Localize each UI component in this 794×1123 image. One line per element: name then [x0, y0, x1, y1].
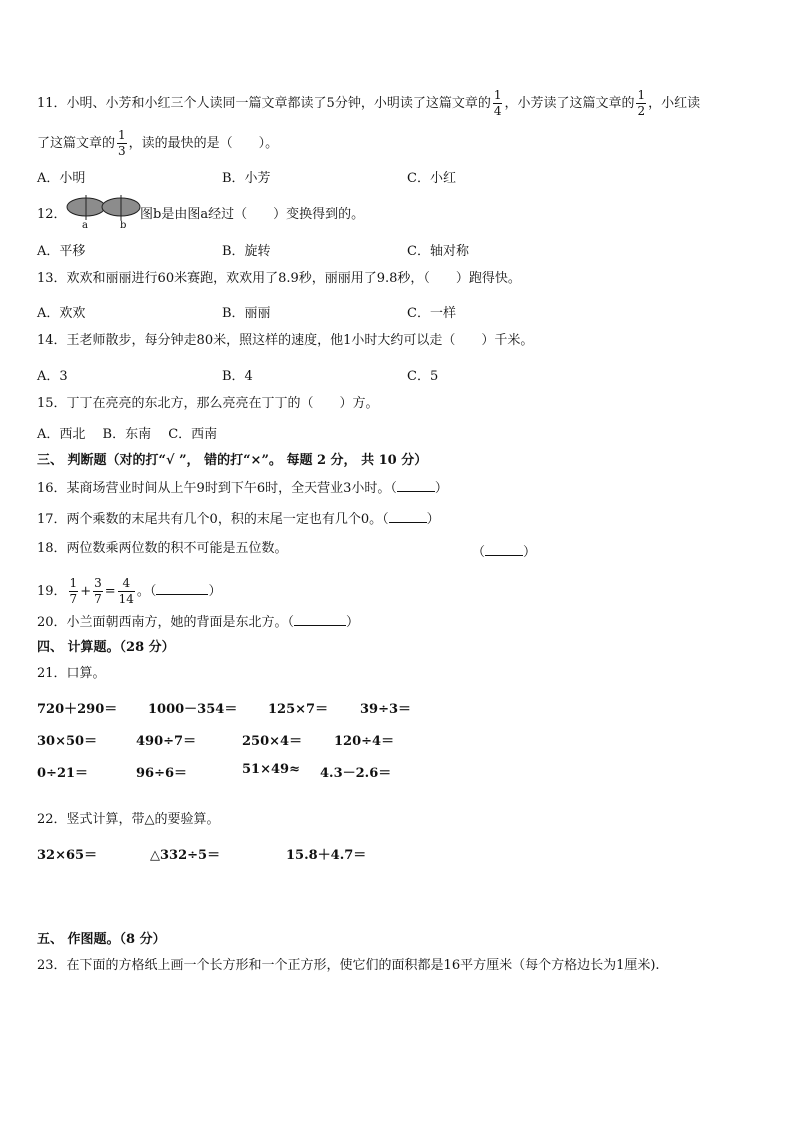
q23-text: 23．在下面的方格纸上画一个长方形和一个正方形，使它们的面积都是16平方厘米（每个方格边长为1厘米). — [37, 958, 660, 973]
section-3-heading: 三、 判断题（对的打“√ ”， 错的打“×”。 每题 2 分， 共 10 分） — [37, 453, 428, 468]
q11-option-b: B．小芳 — [222, 171, 271, 186]
fraction-denominator: 14 — [118, 592, 134, 606]
q21-item: 51×49≈ — [242, 762, 300, 777]
question-16 — [37, 479, 448, 497]
q11-fraction-2 — [636, 88, 646, 119]
q17-text: 17．两个乘数的末尾共有几个0，积的末尾一定也有几个0。（ — [37, 512, 389, 527]
fraction-denominator: 3 — [118, 144, 126, 158]
q15-options: A．西北 B．东南 C．西南 — [37, 427, 218, 442]
fraction-numerator: 4 — [118, 576, 135, 592]
q22-title: 22．竖式计算，带△的要验算。 — [37, 812, 220, 827]
q18-answer-blank[interactable] — [485, 543, 523, 556]
q11-text-part1: 11．小明、小芳和小红三个人读同一篇文章都读了5分钟，小明读了这篇文章的 — [37, 96, 491, 111]
section-5-heading: 五、 作图题。（8 分） — [37, 932, 166, 947]
figure-a-label: a — [82, 220, 88, 231]
q11-fraction-1 — [493, 88, 503, 119]
q21-item: 125×7＝ — [268, 702, 329, 717]
q21-item: 30×50＝ — [37, 734, 98, 749]
section-4-heading: 四、 计算题。（28 分） — [37, 640, 175, 655]
q13-option-b: B．丽丽 — [222, 306, 271, 321]
q22-item: △332÷5＝ — [150, 848, 221, 863]
fraction-numerator: 1 — [69, 576, 78, 590]
q21-item: 0÷21＝ — [37, 766, 89, 781]
fraction-numerator: 1 — [493, 88, 502, 102]
question-17 — [37, 510, 440, 528]
q20-answer-blank[interactable] — [294, 613, 346, 626]
q14-option-a: A．3 — [37, 369, 68, 384]
q15-text: 15．丁丁在亮亮的东北方，那么亮亮在丁丁的（ ）方。 — [37, 396, 379, 411]
q14-option-c: C．5 — [407, 369, 439, 384]
q21-item: 490÷7＝ — [136, 734, 197, 749]
q11-text-part4: 了这篇文章的 — [37, 136, 116, 151]
q18-close-paren: ） — [523, 545, 537, 560]
q21-title: 21．口算。 — [37, 666, 106, 681]
figure-b-label: b — [120, 220, 127, 231]
question-20 — [37, 613, 359, 631]
q11-text-part3: ，小红读 — [648, 96, 701, 111]
q22-item: 15.8＋4.7＝ — [286, 848, 367, 863]
q16-text: 16．某商场营业时间从上午9时到下午6时，全天营业3小时。（ — [37, 481, 397, 496]
q21-item: 39÷3＝ — [360, 702, 412, 717]
fraction-denominator: 7 — [94, 592, 102, 606]
q19-tail: 。（ — [136, 584, 157, 599]
q11-fraction-3 — [117, 128, 127, 159]
q13-option-c: C．一样 — [407, 306, 456, 321]
q12-option-b: B．旋转 — [222, 244, 271, 259]
question-19 — [37, 576, 221, 607]
q16-answer-blank[interactable] — [397, 479, 435, 492]
q17-close-paren: ） — [426, 512, 440, 527]
q21-item: 720＋290＝ — [37, 702, 118, 717]
q12-option-a: A．平移 — [37, 244, 86, 259]
q21-item: 96÷6＝ — [136, 766, 188, 781]
q19-answer-blank[interactable] — [156, 582, 208, 595]
q21-item: 120÷4＝ — [334, 734, 395, 749]
question-18-answer — [472, 541, 536, 560]
q14-option-b: B．4 — [222, 369, 253, 384]
fraction-denominator: 4 — [493, 104, 502, 118]
q21-item: 1000－354＝ — [148, 702, 238, 717]
fraction-denominator: 2 — [637, 104, 646, 118]
q11-text-part5: ，读的最快的是（ ）。 — [128, 136, 279, 151]
q19-close-paren: ） — [208, 584, 222, 599]
fraction-numerator: 1 — [637, 88, 646, 102]
q16-close-paren: ） — [434, 481, 448, 496]
q19-number: 19． — [37, 584, 67, 599]
q11-option-a: A．小明 — [37, 171, 86, 186]
q17-answer-blank[interactable] — [389, 510, 427, 523]
q18-open-paren: （ — [472, 545, 486, 560]
fraction-numerator: 3 — [94, 576, 102, 590]
q21-item: 250×4＝ — [242, 734, 303, 749]
q12-number: 12． — [37, 207, 67, 222]
q14-text: 14．王老师散步，每分钟走80米，照这样的速度，他1小时大约可以走（ ）千米。 — [37, 333, 534, 348]
q18-text: 18．两位数乘两位数的积不可能是五位数。 — [37, 541, 288, 556]
fraction-denominator: 7 — [69, 592, 78, 606]
q12-option-c: C．轴对称 — [407, 244, 469, 259]
q21-item: 4.3－2.6＝ — [320, 766, 392, 781]
q19-fraction-2 — [93, 576, 103, 607]
q12-text: 图b是由图a经过（ ）变换得到的。 — [140, 207, 365, 222]
q13-option-a: A．欢欢 — [37, 306, 86, 321]
q19-fraction-1 — [69, 576, 79, 607]
q11-text-part2: ，小芳读了这篇文章的 — [504, 96, 635, 111]
q20-close-paren: ） — [346, 615, 360, 630]
q22-item: 32×65＝ — [37, 848, 98, 863]
question-11-line-1 — [37, 88, 700, 119]
q19-fraction-3 — [118, 576, 135, 607]
q11-option-c: C．小红 — [407, 171, 456, 186]
q20-text: 20．小兰面朝西南方，她的背面是东北方。（ — [37, 615, 295, 630]
q12-ellipse-figure — [64, 193, 142, 233]
question-11-line-2 — [37, 128, 278, 159]
q13-text: 13．欢欢和丽丽进行60米赛跑，欢欢用了8.9秒，丽丽用了9.8秒，（ ）跑得快。 — [37, 271, 521, 286]
fraction-numerator: 1 — [118, 128, 126, 142]
equals-sign: = — [104, 584, 116, 599]
plus-sign: + — [80, 584, 92, 599]
